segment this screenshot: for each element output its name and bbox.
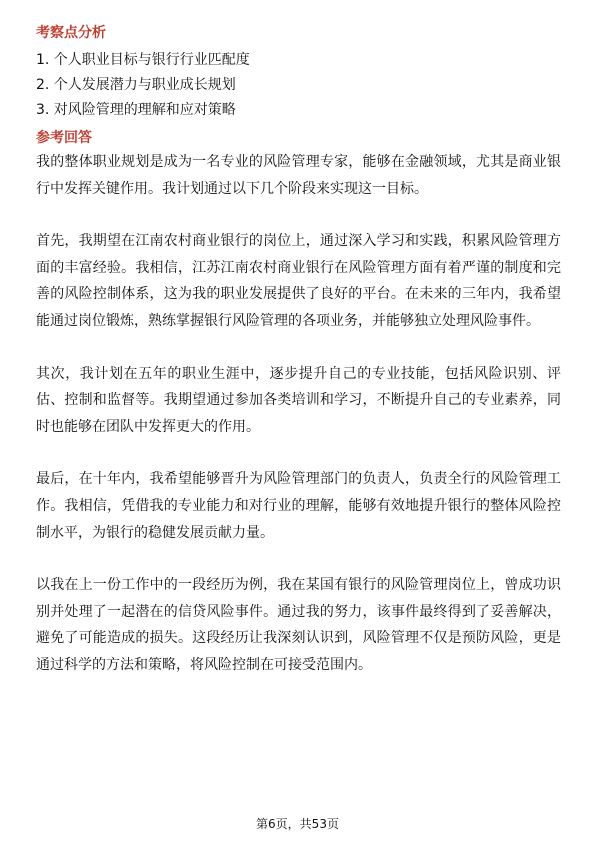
paragraph-spacer [36,440,561,466]
page-number: 第6页，共53页 [256,817,339,831]
paragraph: 我的整体职业规划是成为一名专业的风险管理专家，能够在金融领域，尤其是商业银行中发挥关键作用。我计划通过以下几个阶段来实现这一目标。 [36,154,561,197]
list-item: 1. 个人职业目标与银行行业匹配度 [36,52,250,68]
answer-heading: 参考回答 [36,130,92,146]
paragraph: 其次，我计划在五年的职业生涯中，逐步提升自己的专业技能，包括风险识别、评估、控制和监督等。我期望通过参加各类培训和学习，不断提升自己的专业素养，同时也能够在团队中发挥更大的作用。 [36,365,561,435]
paragraph: 最后，在十年内，我希望能够晋升为风险管理部门的负责人，负责全行的风险管理工作。我相信，凭借我的专业能力和对行业的理解，能够有效地提升银行的整体风险控制水平，为银行的稳健发展贡献力量。 [36,471,561,541]
answer-section [36,127,561,679]
paragraph-spacer [36,335,561,361]
paragraph-spacer [36,202,561,228]
paragraph: 以我在上一份工作中的一段经历为例，我在某国有银行的风险管理岗位上，曾成功识别并处理了一起潜在的信贷风险事件。通过我的努力，该事件最终得到了妥善解决，避免了可能造成的损失。这段经历让我深刻认识到，风险管理不仅是预防风险，更是通过科学的方法和策略，将风险控制在可接受范围内。 [36,577,561,673]
analysis-list [36,51,561,120]
paragraph-spacer [36,546,561,572]
analysis-heading: 考察点分析 [36,25,106,41]
paragraph: 首先，我期望在江南农村商业银行的岗位上，通过深入学习和实践，积累风险管理方面的丰富经验。我相信，江苏江南农村商业银行在风险管理方面有着严谨的制度和完善的风险控制体系，这为我的职业发展提供了良好的平台。在未来的三年内，我希望能通过岗位锻炼，熟练掌握银行风险管理的各项业务，并能够独立处理风险事件。 [36,233,561,329]
list-item: 2. 个人发展潜力与职业成长规划 [36,77,236,93]
page-content [36,22,561,679]
list-item: 3. 对风险管理的理解和应对策略 [36,102,236,118]
